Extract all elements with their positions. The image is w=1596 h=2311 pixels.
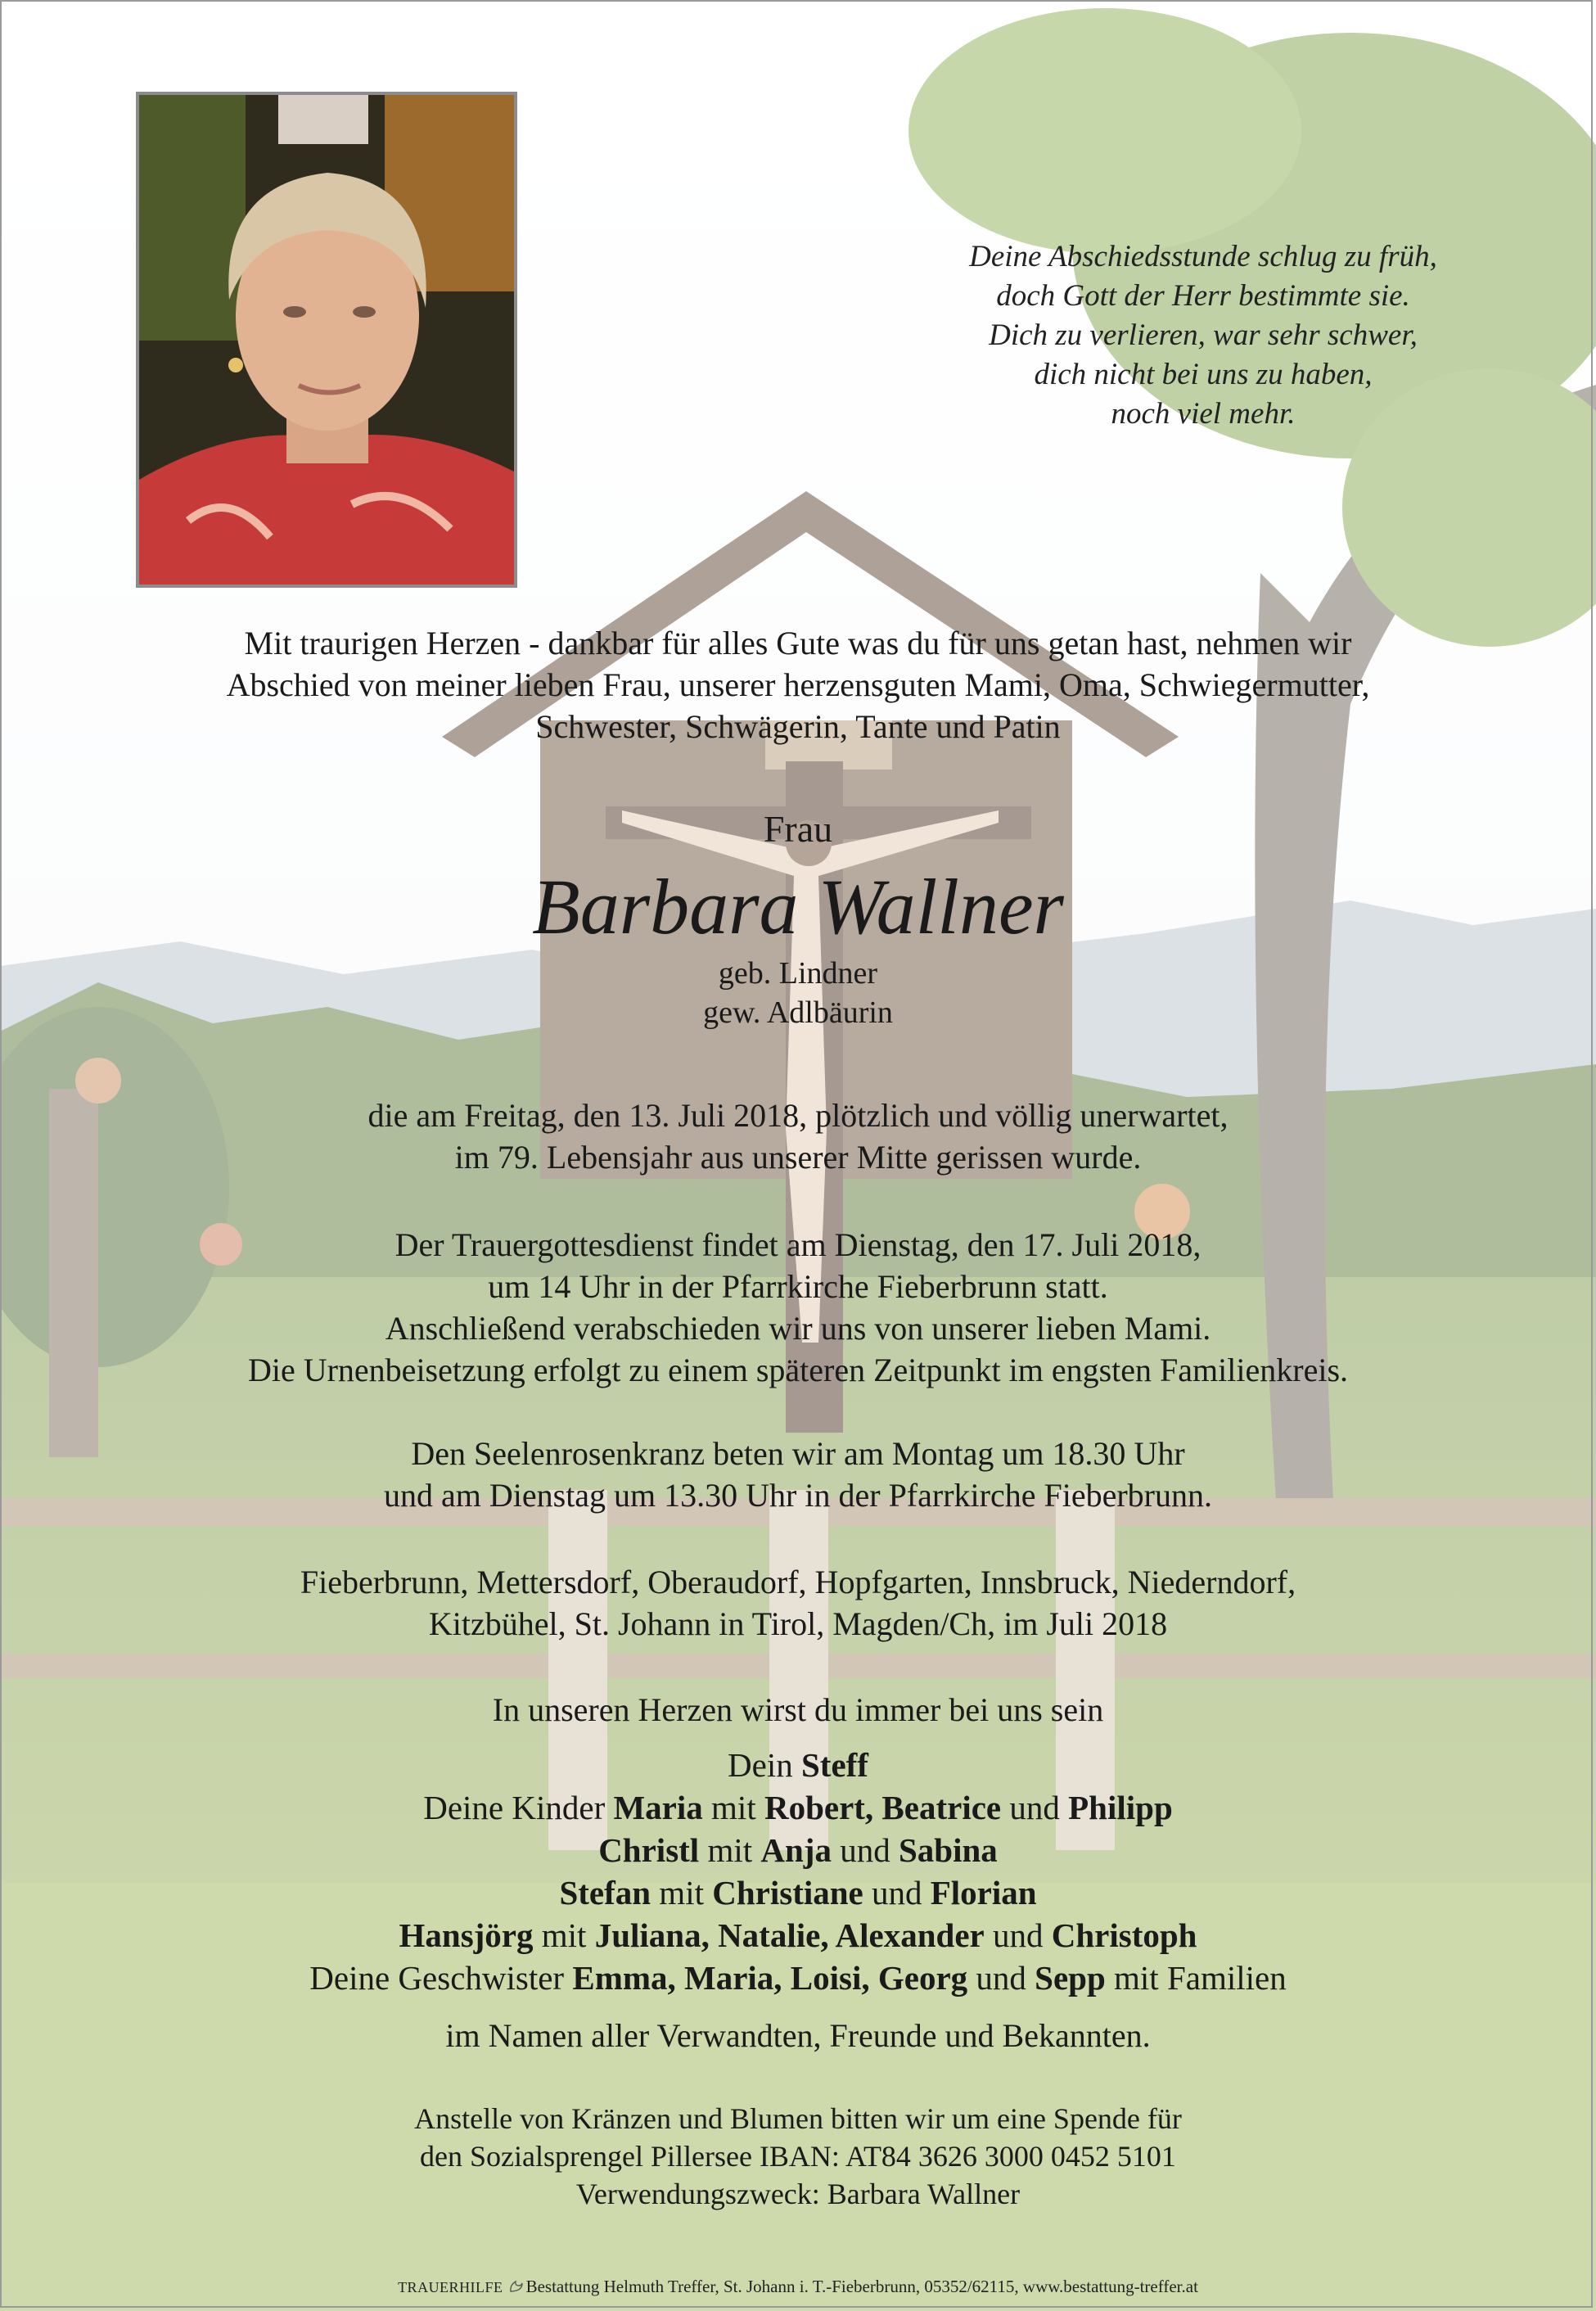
- footer-brand: TRAUERHILFE: [398, 2279, 503, 2295]
- donation-line: Verwendungszweck: Barbara Wallner: [575, 2178, 1021, 2210]
- memorial-verse: [884, 237, 1522, 434]
- family-text: und: [1001, 1789, 1069, 1826]
- intro-line: Mit traurigen Herzen - dankbar für alles Gute was du für uns getan hast, nehmen wir: [244, 625, 1352, 661]
- family-name: Emma, Maria, Loisi, Georg: [572, 1959, 968, 1997]
- family-text: mit: [699, 1831, 761, 1869]
- motto-line: In unseren Herzen wirst du immer bei uns sein: [492, 1691, 1104, 1728]
- death-line: die am Freitag, den 13. Juli 2018, plötzlich und völlig unerwartet,: [367, 1097, 1229, 1134]
- family-name: Florian: [930, 1874, 1037, 1912]
- family-text: Deine Kinder: [423, 1789, 614, 1826]
- service-line: Die Urnenbeisetzung erfolgt zu einem späteren Zeitpunkt im engsten Familienkreis.: [247, 1352, 1349, 1388]
- donation-line: den Sozialsprengel Pillersee IBAN: AT84 3626 3000 0452 5101: [420, 2140, 1176, 2173]
- maiden-names: [61, 954, 1535, 1032]
- family-text: und: [967, 1959, 1035, 1997]
- family-name: Steff: [800, 1746, 868, 1784]
- service-line: Der Trauergottesdienst findet am Dienstag, den 17. Juli 2018,: [394, 1226, 1202, 1263]
- family-line-spouse: [61, 1744, 1535, 1786]
- rosary-info: [61, 1433, 1535, 1516]
- birth-name: geb. Lindner: [718, 956, 878, 991]
- verse-line: Deine Abschiedsstunde schlug zu früh,: [969, 240, 1437, 273]
- funeral-home-footer: [0, 2276, 1596, 2298]
- family-name: Sabina: [898, 1831, 998, 1869]
- places-line: Kitzbühel, St. Johann in Tirol, Magden/Ch, im Juli 2018: [428, 1605, 1168, 1642]
- deceased-name: Barbara Wallner: [532, 863, 1064, 950]
- family-name: Philipp: [1068, 1789, 1173, 1826]
- dove-icon: [508, 2278, 523, 2295]
- service-line: Anschließend verabschieden wir uns von unserer lieben Mami.: [385, 1310, 1211, 1347]
- family-name: Christl: [598, 1831, 700, 1869]
- family-name: Stefan: [559, 1874, 651, 1912]
- rosary-line: und am Dienstag um 13.30 Uhr in der Pfarrkirche Fieberbrunn.: [384, 1477, 1212, 1514]
- family-name: Juliana, Natalie, Alexander: [594, 1916, 985, 1954]
- verse-line: noch viel mehr.: [1111, 397, 1296, 431]
- family-line-child: [61, 1871, 1535, 1914]
- family-line-siblings: [61, 1957, 1535, 1999]
- death-line: im 79. Lebensjahr aus unserer Mitte gerissen wurde.: [454, 1139, 1142, 1176]
- donation-line: Anstelle von Kränzen und Blumen bitten wir um eine Spende für: [414, 2102, 1182, 2135]
- family-name: Hansjörg: [399, 1916, 534, 1954]
- portrait-photo: [136, 92, 517, 588]
- family-text: Dein: [728, 1746, 801, 1784]
- former-name: gew. Adlbäurin: [703, 995, 893, 1030]
- family-line-children: [61, 1786, 1535, 1829]
- family-line-child: [61, 1914, 1535, 1957]
- relatives-line: im Namen aller Verwandten, Freunde und Bekannten.: [445, 2017, 1151, 2054]
- intro-line: Abschied von meiner lieben Frau, unserer herzensguten Mami, Oma, Schwiegermutter,: [226, 666, 1370, 703]
- family-text: mit: [702, 1789, 764, 1826]
- family-list: [61, 1744, 1535, 1999]
- rosary-line: Den Seelenrosenkranz beten wir am Montag um 18.30 Uhr: [411, 1435, 1185, 1472]
- family-text: und: [984, 1916, 1052, 1954]
- places-line: Fieberbrunn, Mettersdorf, Oberaudorf, Hopfgarten, Innsbruck, Niederndorf,: [300, 1564, 1296, 1600]
- service-line: um 14 Uhr in der Pfarrkirche Fieberbrunn statt.: [488, 1268, 1108, 1305]
- verse-line: dich nicht bei uns zu haben,: [1034, 358, 1373, 391]
- family-text: und: [863, 1874, 931, 1912]
- family-text: und: [831, 1831, 899, 1869]
- family-name: Sepp: [1035, 1959, 1106, 1997]
- footer-text: Bestattung Helmuth Treffer, St. Johann i. T.-Fieberbrunn, 05352/62115, www.bestattung-treffer.at: [525, 2277, 1198, 2296]
- family-line-child: [61, 1829, 1535, 1871]
- death-notice: [61, 1095, 1535, 1178]
- family-text: mit: [533, 1916, 595, 1954]
- family-text: Deine Geschwister: [309, 1959, 573, 1997]
- intro-paragraph: [61, 622, 1535, 747]
- family-name: Maria: [613, 1789, 703, 1826]
- intro-line: Schwester, Schwägerin, Tante und Patin: [535, 708, 1061, 745]
- verse-line: Dich zu verlieren, war sehr schwer,: [989, 318, 1418, 352]
- family-name: Robert, Beatrice: [764, 1789, 1002, 1826]
- verse-line: doch Gott der Herr bestimmte sie.: [996, 279, 1410, 313]
- funeral-service-info: [61, 1224, 1535, 1391]
- family-text: mit Familien: [1105, 1959, 1287, 1997]
- family-name: Christoph: [1051, 1916, 1197, 1954]
- family-name: Christiane: [712, 1874, 863, 1912]
- family-name: Anja: [760, 1831, 832, 1869]
- salutation: Frau: [763, 808, 833, 850]
- donation-request: [61, 2100, 1535, 2213]
- places-and-date: [61, 1561, 1535, 1645]
- family-text: mit: [651, 1874, 713, 1912]
